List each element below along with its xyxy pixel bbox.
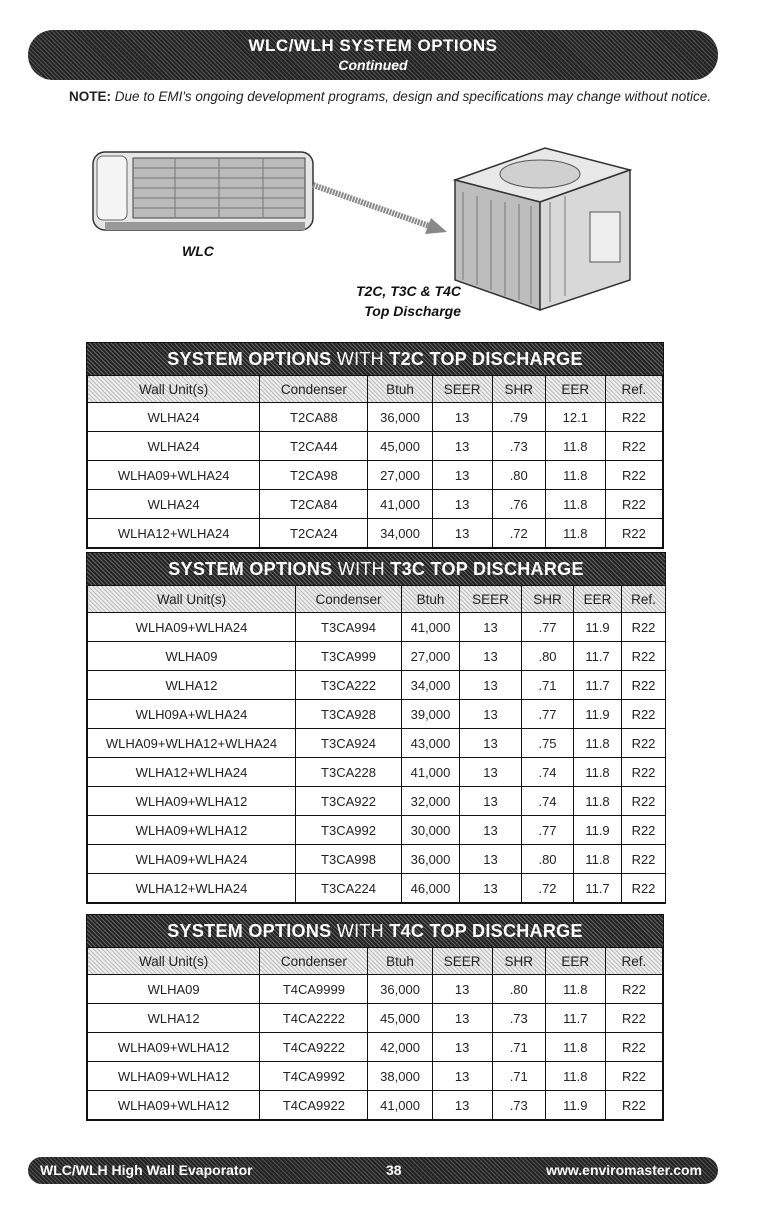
table-cell: .76 [492,490,545,519]
table-header-row [88,586,666,613]
table-cell: R22 [622,729,666,758]
table-cell: 11.9 [574,816,622,845]
condenser-image [455,148,630,310]
table-title-part: T2C TOP DISCHARGE [389,349,583,369]
table-cell: 36,000 [368,975,432,1004]
table-cell: .72 [492,519,545,548]
table-cell: WLHA09+WLHA12+WLHA24 [88,729,296,758]
table-cell: .74 [522,787,574,816]
table-cell: R22 [605,432,662,461]
table-cell: 34,000 [368,519,432,548]
table-cell: 46,000 [402,874,460,903]
table-cell: 13 [432,403,492,432]
column-header: SHR [492,376,545,403]
footer-url[interactable]: www.enviromaster.com [546,1162,702,1178]
table-cell: WLHA09+WLHA12 [88,1091,260,1120]
page-title: WLC/WLH SYSTEM OPTIONS [248,36,498,55]
column-header: Condenser [260,376,368,403]
table-cell: 11.8 [545,1033,605,1062]
table-cell: T4CA9999 [260,975,368,1004]
table-cell: 13 [432,1033,492,1062]
table-row [88,613,666,642]
table-row [88,490,663,519]
table-cell: 11.8 [574,845,622,874]
table-cell: 27,000 [368,461,432,490]
table-cell: .75 [522,729,574,758]
table-cell: R22 [605,1033,662,1062]
table-cell: 11.9 [545,1091,605,1120]
table-cell: R22 [605,1091,662,1120]
table-title-part: T4C TOP DISCHARGE [389,921,583,941]
table-cell: 39,000 [402,700,460,729]
condenser-caption-1: T2C, T3C & T4C [355,283,461,299]
table-cell: WLHA09+WLHA24 [88,613,296,642]
table-title-part: T3C TOP DISCHARGE [390,559,584,579]
table-cell: 13 [460,700,522,729]
table-t3c-title [87,553,665,585]
table-cell: .71 [522,671,574,700]
table-cell: 27,000 [402,642,460,671]
table-cell: 36,000 [368,403,432,432]
table-cell: 13 [432,461,492,490]
table-cell: R22 [622,613,666,642]
table-cell: WLHA09+WLHA12 [88,787,296,816]
table-title-part: SYSTEM OPTIONS [167,349,332,369]
table-cell: T4CA9992 [260,1062,368,1091]
page-footer [28,1157,718,1184]
table-cell: 41,000 [368,490,432,519]
table-cell: R22 [622,874,666,903]
table-row [88,700,666,729]
table-cell: WLHA12+WLHA24 [88,874,296,903]
table-cell: .77 [522,816,574,845]
note [60,88,720,106]
table-cell: 13 [460,729,522,758]
table-t3c [86,552,666,904]
table-cell: .80 [492,461,545,490]
table-cell: R22 [622,816,666,845]
table-cell: T2CA98 [260,461,368,490]
table-row [88,758,666,787]
table-cell: T4CA9922 [260,1091,368,1120]
condenser-caption-2: Top Discharge [364,303,461,319]
table-cell: 11.7 [574,874,622,903]
table-t2c-grid [87,375,663,548]
table-t3c-grid [87,585,666,903]
table-cell: T3CA922 [296,787,402,816]
table-row [88,671,666,700]
table-row [88,519,663,548]
table-cell: 11.8 [574,787,622,816]
table-row [88,403,663,432]
table-row [88,432,663,461]
column-header: Condenser [296,586,402,613]
table-row [88,845,666,874]
table-cell: 11.9 [574,700,622,729]
table-cell: 13 [460,671,522,700]
note-label: NOTE: [69,89,112,104]
table-cell: 36,000 [402,845,460,874]
table-cell: 13 [460,758,522,787]
table-cell: 11.8 [574,758,622,787]
table-cell: 13 [460,613,522,642]
table-cell: R22 [622,642,666,671]
table-cell: WLHA24 [88,403,260,432]
table-cell: 41,000 [402,758,460,787]
table-cell: 34,000 [402,671,460,700]
table-row [88,787,666,816]
table-cell: 13 [432,1062,492,1091]
table-cell: .80 [522,845,574,874]
table-cell: R22 [622,845,666,874]
wall-unit-image [93,152,313,230]
table-cell: 12.1 [545,403,605,432]
table-cell: 11.8 [545,1062,605,1091]
table-row [88,1091,663,1120]
table-cell: 30,000 [402,816,460,845]
column-header: EER [574,586,622,613]
table-row [88,816,666,845]
table-cell: 13 [460,816,522,845]
table-cell: R22 [605,1062,662,1091]
table-cell: .80 [522,642,574,671]
table-row [88,874,666,903]
table-cell: 11.9 [574,613,622,642]
column-header: Condenser [260,948,368,975]
table-cell: .74 [522,758,574,787]
table-cell: 13 [460,845,522,874]
table-cell: 13 [432,1004,492,1033]
table-cell: WLHA12 [88,1004,260,1033]
table-cell: .79 [492,403,545,432]
table-title-part: SYSTEM OPTIONS [168,559,333,579]
table-header-row [88,376,663,403]
table-cell: T3CA928 [296,700,402,729]
column-header: Ref. [605,376,662,403]
column-header: Ref. [622,586,666,613]
table-header-row [88,948,663,975]
table-cell: T3CA224 [296,874,402,903]
table-cell: R22 [605,1004,662,1033]
table-row [88,1004,663,1033]
table-cell: T2CA24 [260,519,368,548]
table-cell: .77 [522,700,574,729]
column-header: Ref. [605,948,662,975]
table-cell: WLH09A+WLHA24 [88,700,296,729]
table-cell: 13 [460,874,522,903]
table-cell: 45,000 [368,432,432,461]
table-cell: T4CA9222 [260,1033,368,1062]
table-cell: T2CA44 [260,432,368,461]
table-cell: 13 [432,1091,492,1120]
arrow-icon [313,185,447,234]
table-cell: .80 [492,975,545,1004]
table-cell: WLHA12 [88,671,296,700]
column-header: SEER [432,376,492,403]
table-cell: WLHA24 [88,432,260,461]
table-cell: WLHA24 [88,490,260,519]
table-t2c-title [87,343,663,375]
page-subtitle: Continued [338,57,408,73]
table-cell: .71 [492,1062,545,1091]
table-row [88,975,663,1004]
table-cell: WLHA09+WLHA12 [88,1062,260,1091]
note-text: Due to EMI's ongoing development programs, design and specifications may change without notice. [114,89,711,104]
table-cell: T3CA924 [296,729,402,758]
table-row [88,642,666,671]
column-header: SHR [492,948,545,975]
table-cell: R22 [622,671,666,700]
table-cell: 13 [432,975,492,1004]
table-cell: R22 [622,700,666,729]
table-cell: T3CA999 [296,642,402,671]
table-cell: .77 [522,613,574,642]
column-header: SHR [522,586,574,613]
table-cell: R22 [622,758,666,787]
table-cell: R22 [605,490,662,519]
table-cell: 43,000 [402,729,460,758]
table-cell: 13 [432,519,492,548]
table-cell: R22 [605,519,662,548]
table-cell: WLHA09+WLHA12 [88,816,296,845]
table-cell: WLHA12+WLHA24 [88,758,296,787]
table-cell: .73 [492,1091,545,1120]
table-cell: 11.7 [574,642,622,671]
table-cell: T2CA84 [260,490,368,519]
table-cell: R22 [622,787,666,816]
wall-unit-caption: WLC [182,243,214,259]
table-cell: 13 [432,432,492,461]
table-cell: 45,000 [368,1004,432,1033]
table-cell: R22 [605,975,662,1004]
illustration-svg [85,130,685,330]
table-cell: T4CA2222 [260,1004,368,1033]
column-header: Btuh [402,586,460,613]
column-header: EER [545,376,605,403]
table-row [88,729,666,758]
page-number: 38 [386,1162,402,1178]
table-cell: 32,000 [402,787,460,816]
table-cell: 11.8 [574,729,622,758]
column-header: Wall Unit(s) [88,376,260,403]
table-cell: 13 [460,787,522,816]
column-header: SEER [432,948,492,975]
table-cell: 38,000 [368,1062,432,1091]
table-cell: WLHA09 [88,642,296,671]
table-cell: WLHA09+WLHA12 [88,1033,260,1062]
table-title-part: WITH [336,349,384,369]
table-t4c-title [87,915,663,947]
table-cell: .72 [522,874,574,903]
table-cell: WLHA09+WLHA24 [88,845,296,874]
table-cell: 13 [432,490,492,519]
table-cell: 11.8 [545,432,605,461]
table-title-part: SYSTEM OPTIONS [167,921,332,941]
table-cell: 13 [460,642,522,671]
table-cell: 11.8 [545,519,605,548]
table-cell: 11.8 [545,461,605,490]
table-t4c-grid [87,947,663,1120]
table-cell: 42,000 [368,1033,432,1062]
table-cell: T2CA88 [260,403,368,432]
table-cell: R22 [605,403,662,432]
table-cell: 41,000 [368,1091,432,1120]
table-cell: WLHA09 [88,975,260,1004]
table-cell: WLHA09+WLHA24 [88,461,260,490]
table-row [88,461,663,490]
table-cell: R22 [605,461,662,490]
column-header: SEER [460,586,522,613]
column-header: Wall Unit(s) [88,586,296,613]
table-cell: .73 [492,432,545,461]
table-cell: 11.7 [574,671,622,700]
table-row [88,1062,663,1091]
table-cell: .73 [492,1004,545,1033]
table-cell: T3CA228 [296,758,402,787]
table-cell: 11.7 [545,1004,605,1033]
column-header: EER [545,948,605,975]
table-title-part: WITH [337,559,385,579]
table-t2c [86,342,664,549]
column-header: Btuh [368,376,432,403]
column-header: Wall Unit(s) [88,948,260,975]
column-header: Btuh [368,948,432,975]
table-cell: T3CA222 [296,671,402,700]
table-row [88,1033,663,1062]
page-banner [28,30,718,80]
table-cell: .71 [492,1033,545,1062]
table-cell: T3CA998 [296,845,402,874]
table-title-part: WITH [336,921,384,941]
table-cell: 41,000 [402,613,460,642]
table-cell: WLHA12+WLHA24 [88,519,260,548]
footer-product: WLC/WLH High Wall Evaporator [40,1162,253,1178]
table-cell: T3CA992 [296,816,402,845]
table-t4c [86,914,664,1121]
table-cell: 11.8 [545,975,605,1004]
product-illustration [85,130,685,330]
table-cell: 11.8 [545,490,605,519]
table-cell: T3CA994 [296,613,402,642]
